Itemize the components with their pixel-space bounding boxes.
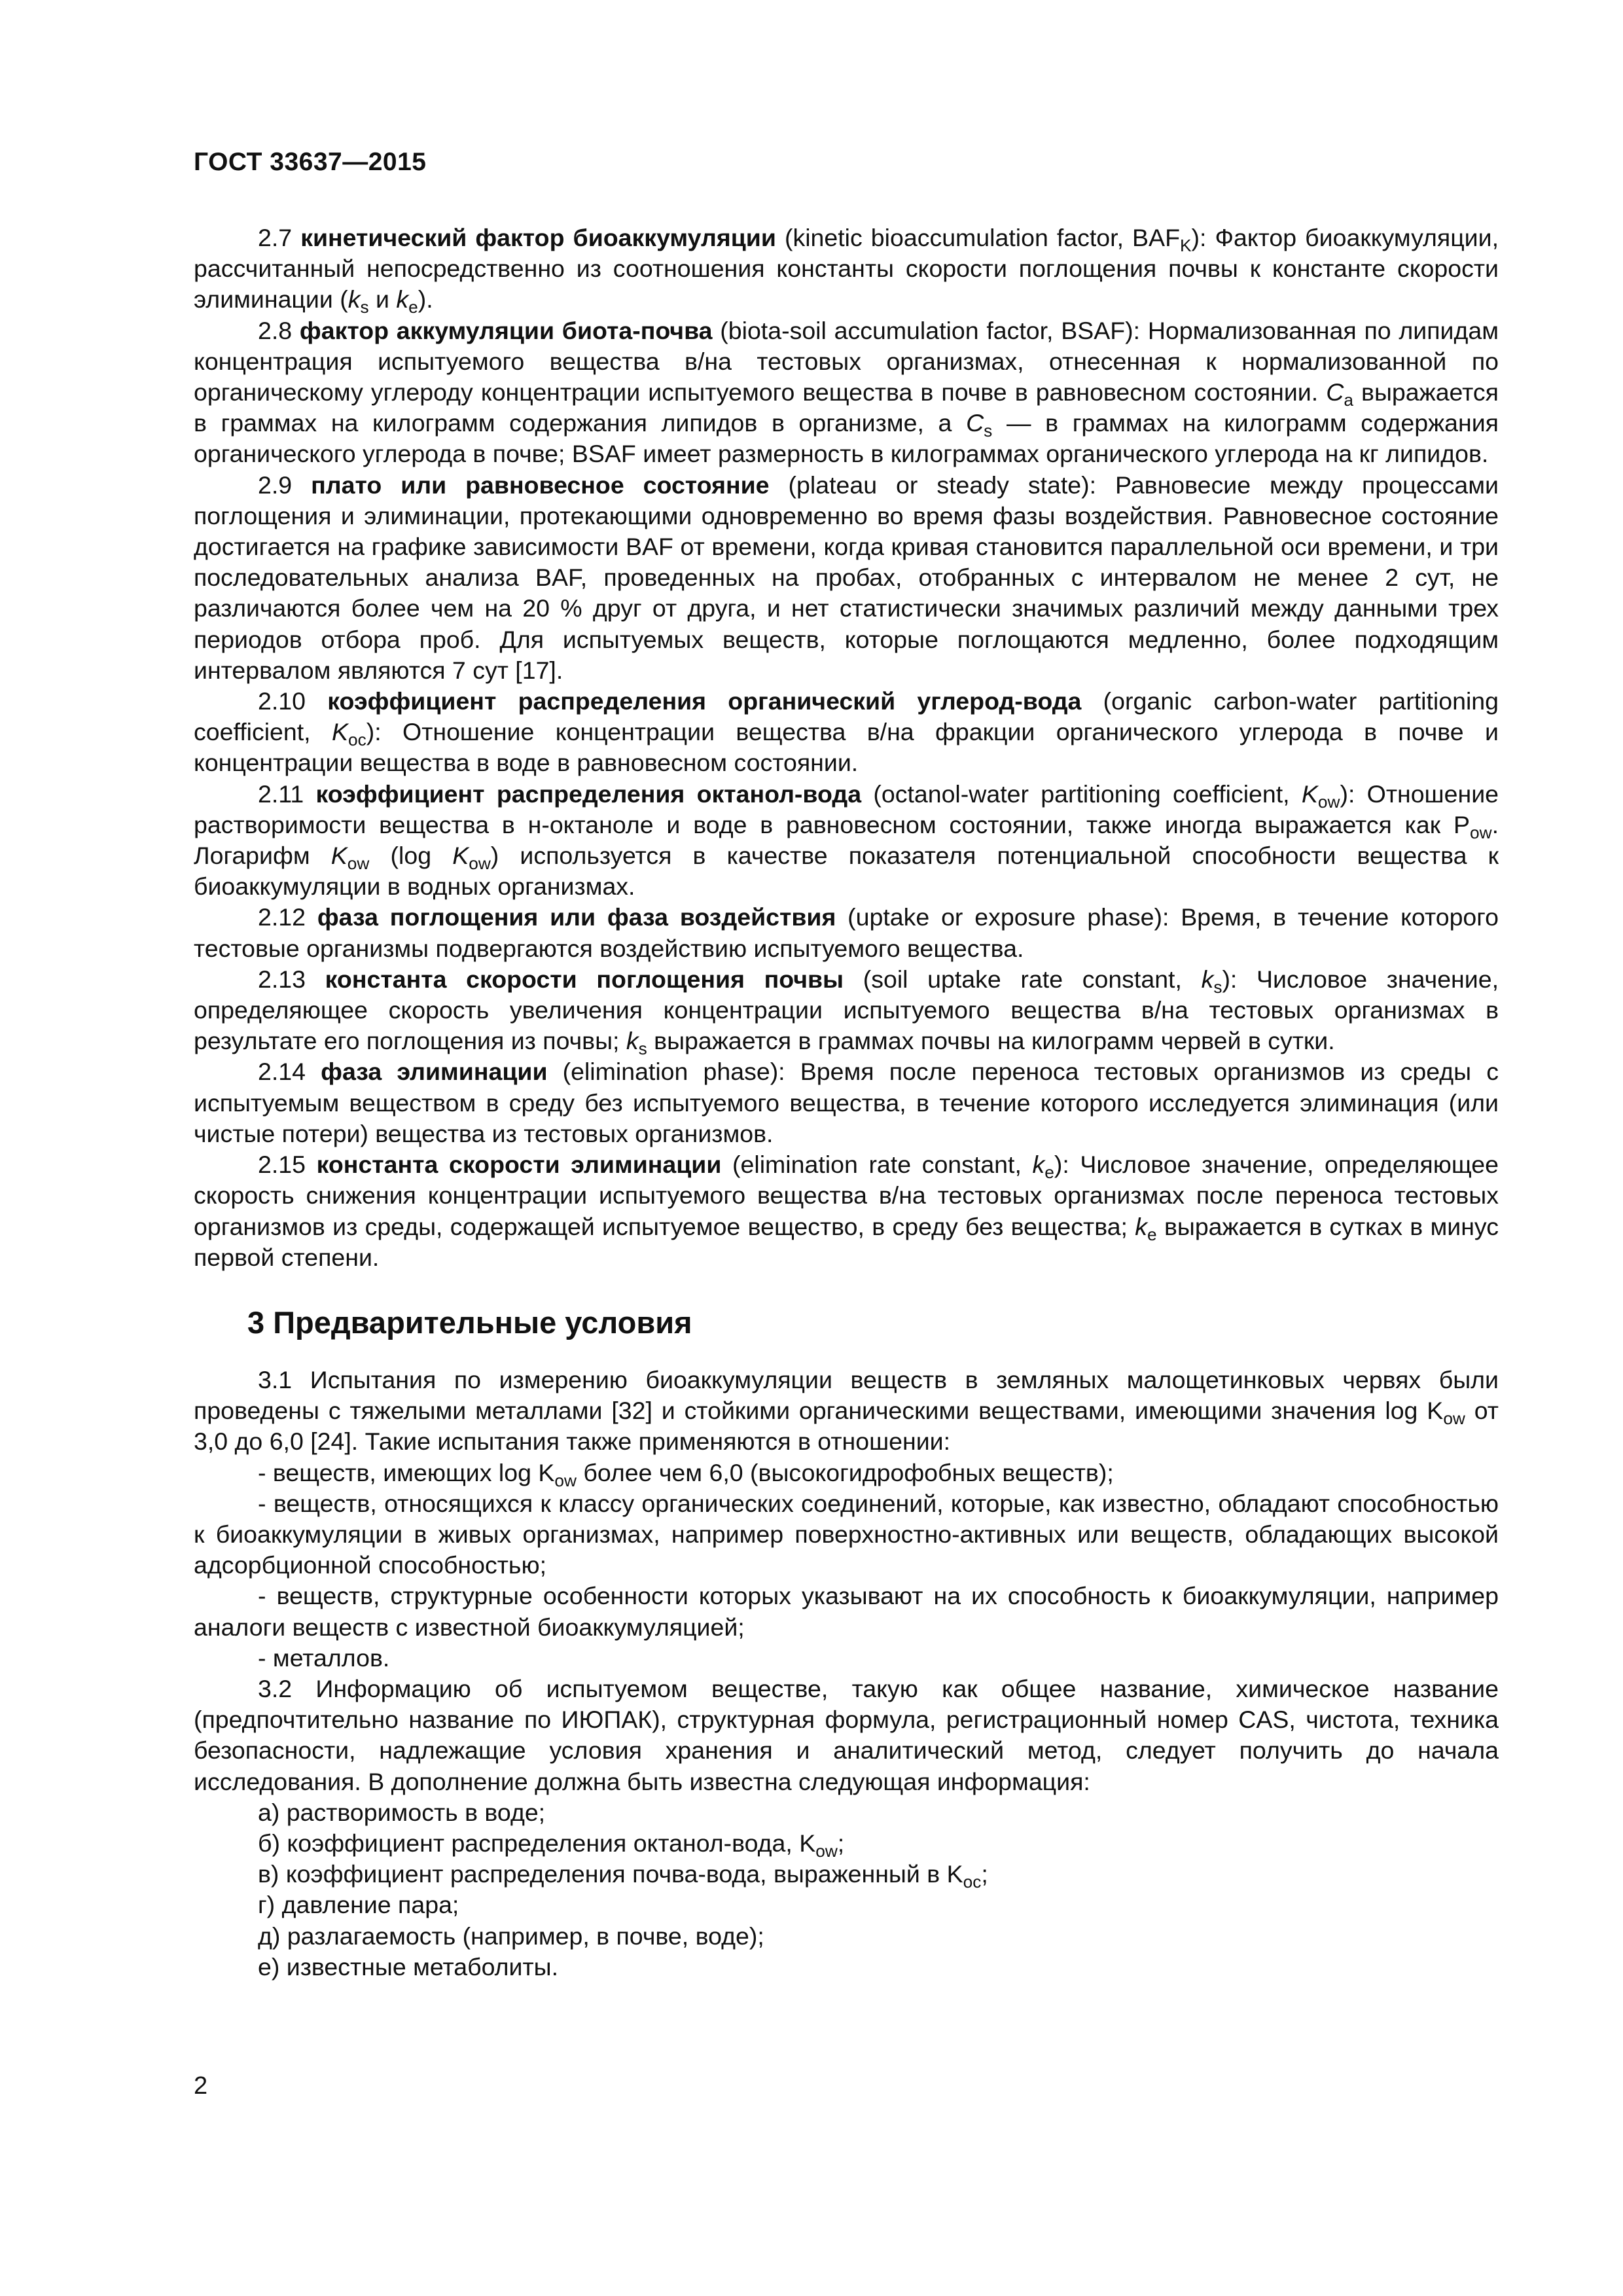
term: фаза поглощения или фаза воздействия (317, 903, 836, 931)
definition-2-11: 2.11 коэффициент распределения октанол-вода (octanol-water partitioning coefficient, $K_{ow}$): Отношение растворимости вещества в н-октаноле и воде в равновесном состоянии, также иногда выражается как $P_{ow}$. Логарифм $K_{ow}$ (log $K_{ow}$) используется в качестве показателя потенциальной способности вещества к биоаккумуляции в водных организмах. (194, 780, 1499, 901)
page-number: 2 (194, 2072, 208, 2100)
clause-number: 2.7 (258, 224, 301, 251)
term: константа скорости поглощения почвы (325, 965, 844, 993)
definition-2-8: 2.8 фактор аккумуляции биота-почва (biota-soil accumulation factor, BSAF): Нормализованная по липидам концентрация испытуемого вещества в/на тестовых организмах, отнесенная к нормализованной по органическому углероду концентрации испытуемого вещества в почве в равновесном состоянии. $C_a$ выражается в граммах на килограмм содержания липидов в организме, а $C_s$ — в граммах на килограмм содержания органического углерода в почве; BSAF имеет размерность в килограммах органического углерода на кг липидов. (194, 316, 1499, 468)
definition-2-9: 2.9 плато или равновесное состояние (plateau or steady state): Равновесие между процессами поглощения и элиминации, протекающими одновременно во время фазы воздействия. Равновесное состояние достигается на графике зависимости BAF от времени, когда кривая становится параллельной оси времени, и три последовательных анализа BAF, проведенных на пробах, отобранных с интервалом не менее 2 сут, не различаются более чем на 20 % друг от друга, и нет статистически значимых различий между данными трех периодов отбора проб. Для испытуемых веществ, которые поглощаются медленно, более подходящим интервалом являются 7 сут [17]. (194, 471, 1499, 684)
paragraph-3-2: 3.2 Информацию об испытуемом веществе, такую как общее название, химическое название (предпочтительно название по ИЮПАК), структурная формула, регистрационный номер CAS, чистота, техника безопасности, надлежащие условия хранения и аналитический метод, следует получить до начала исследования. В дополнение должна быть известна следующая информация: (194, 1674, 1499, 1795)
list-item: д) разлагаемость (например, в почве, воде); (258, 1922, 764, 1950)
list-item: - веществ, имеющих $\log K_{ow}$ более чем 6,0 (высокогидрофобных веществ); (258, 1458, 1114, 1490)
list-item: в) коэффициент распределения почва-вода, выраженный в $K_{oc}$; (258, 1860, 988, 1892)
clause-number: 2.10 (258, 687, 328, 715)
term: плато или равновесное состояние (311, 471, 770, 499)
definition-2-15: 2.15 константа скорости элиминации (elimination rate constant, $k_e$): Числовое значение, определяющее скорость снижения концентрации испытуемого вещества в/на тестовых организмах после переноса тестовых организмов из среды, содержащей испытуемое вещество, в среду без вещества; $k_e$ выражается в сутках в минус первой степени. (194, 1151, 1499, 1271)
list-item: - веществ, относящихся к классу органических соединений, которые, как известно, обладают способностью к биоаккумуляции в живых организмах, например поверхностно-активных или веществ, обладающих высокой адсорбционной способностью; (194, 1489, 1499, 1579)
term: фаза элиминации (321, 1058, 548, 1086)
document-body (194, 223, 1499, 1982)
list-item: - металлов. (258, 1643, 390, 1672)
term: фактор аккумуляции биота-почва (299, 316, 713, 344)
list-item: е) известные метаболиты. (258, 1952, 559, 1981)
clause-number: 2.15 (258, 1151, 317, 1179)
definition-2-12: 2.12 фаза поглощения или фаза воздействия (uptake or exposure phase): Время, в течение которого тестовые организмы подвергаются воздействию испытуемого вещества. (194, 903, 1499, 962)
definition-2-7: 2.7 кинетический фактор биоаккумуляции (kinetic bioaccumulation factor, $BAF_K$): Фактор биоаккумуляции, рассчитанный непосредственно из соотношения константы скорости поглощения почвы к константе скорости элиминации ($k_s$ и $k_e$). (194, 224, 1499, 317)
standard-header: ГОСТ 33637—2015 (194, 148, 427, 176)
clause-number: 2.13 (258, 965, 325, 993)
term: кинетический фактор биоаккумуляции (300, 224, 776, 251)
clause-number: 2.14 (258, 1058, 321, 1086)
clause-number: 2.9 (258, 471, 312, 499)
clause-number: 2.12 (258, 903, 317, 931)
clause-number: 2.11 (258, 780, 316, 808)
definition-2-13: 2.13 константа скорости поглощения почвы (soil uptake rate constant, $k_s$): Числовое значение, определяющее скорость увеличения концентрации испытуемого вещества в/на тестовых организмах в результате его поглощения из почвы; $k_s$ выражается в граммах почвы на килограмм червей в сутки. (194, 965, 1499, 1059)
term: коэффициент распределения органический углерод-вода (327, 687, 1082, 715)
list-item: - веществ, структурные особенности которых указывают на их способность к биоаккумуляции, например аналоги веществ с известной биоаккумуляцией; (194, 1582, 1499, 1641)
list-item: б) коэффициент распределения октанол-вода, $K_{ow}$; (258, 1829, 845, 1861)
clause-number: 2.8 (258, 316, 300, 344)
paragraph-3-1: 3.1 Испытания по измерению биоаккумуляции веществ в земляных малощетинковых червях были проведены с тяжелыми металлами [32] и стойкими органическими веществами, имеющими значения $\log K_{ow}$ от 3,0 до 6,0 [24]. Такие испытания также применяются в отношении: (194, 1365, 1499, 1456)
list-item: а) растворимость в воде; (258, 1798, 546, 1826)
definition-2-10: 2.10 коэффициент распределения органический углерод-вода (organic carbon-water partitioning coefficient, $K_{oc}$): Отношение концентрации вещества в/на фракции органического углерода в почве и концентрации вещества в воде в равновесном состоянии. (194, 687, 1499, 777)
definition-2-14: 2.14 фаза элиминации (elimination phase): Время после переноса тестовых организмов из среды с испытуемым веществом в среду без испытуемого вещества, в течение которого исследуется элиминация (или чистые потери) вещества из тестовых организмов. (194, 1058, 1499, 1147)
term: константа скорости элиминации (316, 1151, 722, 1179)
list-item: г) давление пара; (258, 1891, 459, 1919)
term: коэффициент распределения октанол-вода (315, 780, 862, 808)
section-heading: 3 Предварительные условия (247, 1304, 692, 1340)
